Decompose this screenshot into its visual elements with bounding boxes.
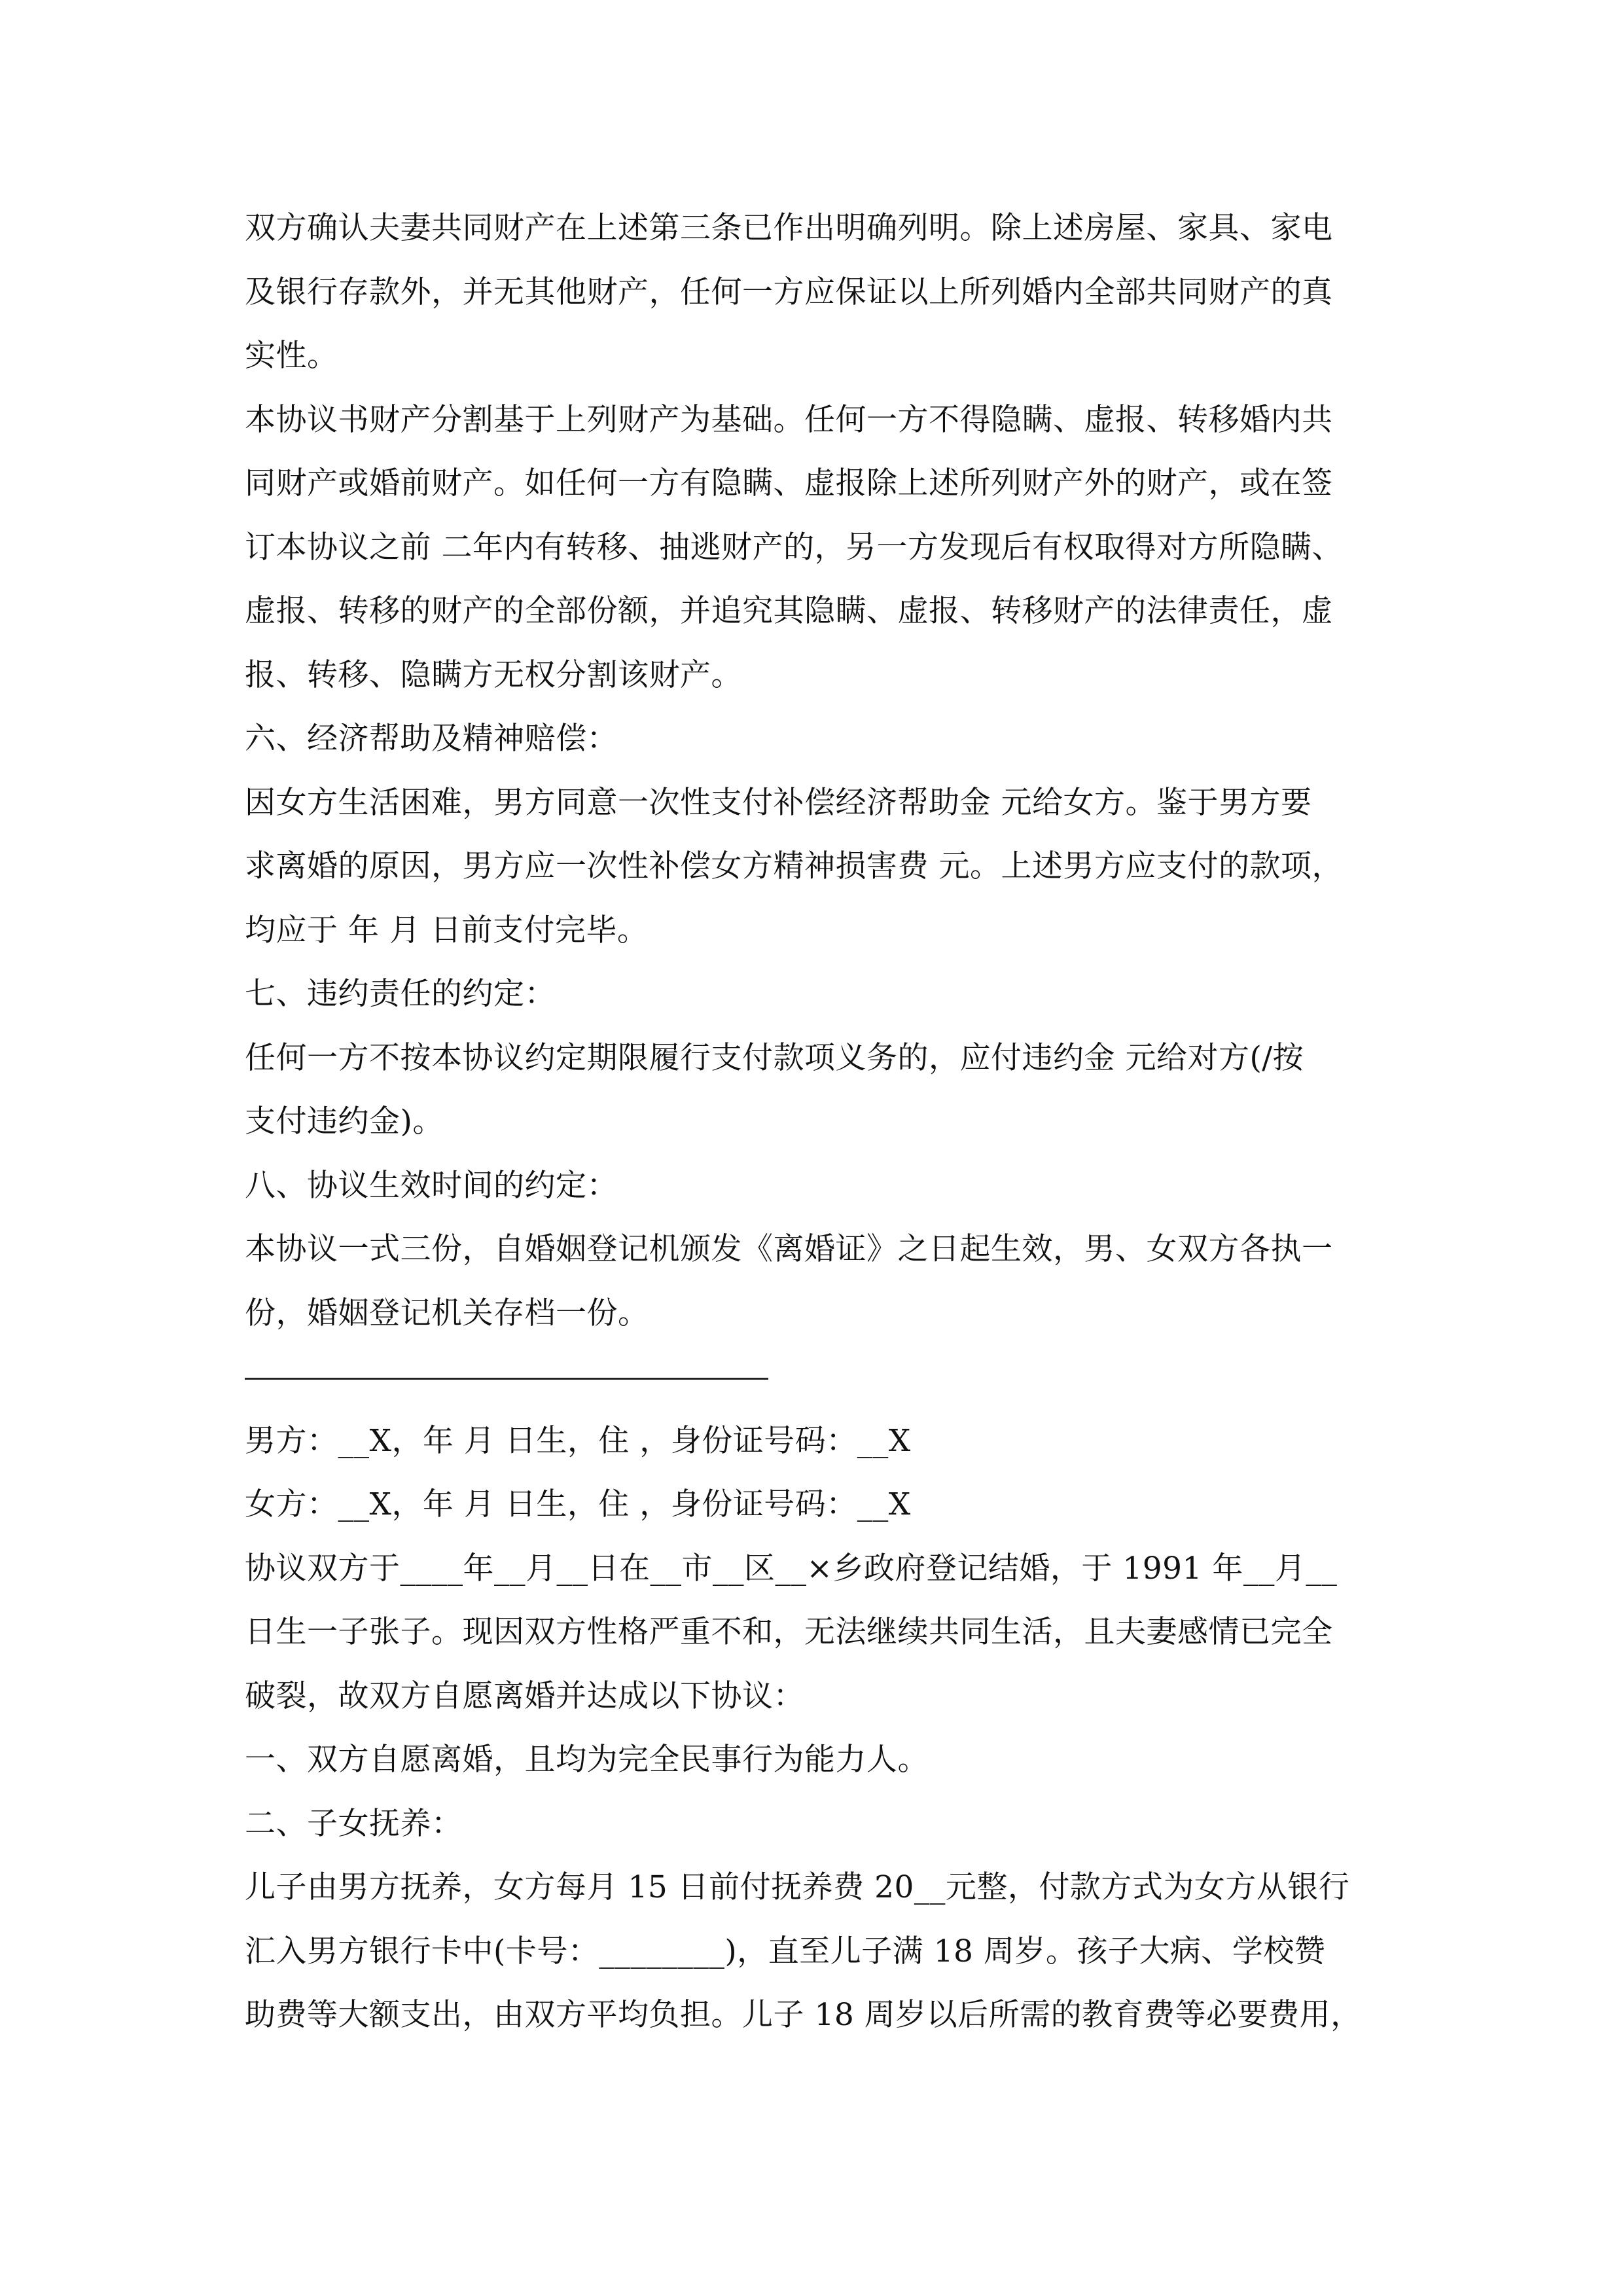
text-line: 求离婚的原因，男方应一次性补偿女方精神损害费 元。上述男方应支付的款项， xyxy=(245,848,1343,884)
text-line: 日生一子张子。现因双方性格严重不和，无法继续共同生活，且夫妻感情已完全 xyxy=(245,1614,1333,1650)
section-heading-eight: 八、协议生效时间的约定： xyxy=(245,1167,618,1204)
section-heading-seven: 七、违约责任的约定： xyxy=(245,976,556,1012)
text-line: 任何一方不按本协议约定期限履行支付款项义务的，应付违约金 元给对方(/按 xyxy=(245,1039,1304,1076)
separator-line xyxy=(245,1378,768,1380)
text-line: 支付违约金)。 xyxy=(245,1103,444,1139)
document-body xyxy=(245,196,1377,2047)
text-line: 同财产或婚前财产。如任何一方有隐瞒、虚报除上述所列财产外的财产，或在签 xyxy=(245,465,1333,501)
female-party-line: 女方：__X，年 月 日生，住 ，身份证号码：__X xyxy=(245,1486,911,1522)
section-heading-one: 一、双方自愿离婚，且均为完全民事行为能力人。 xyxy=(245,1742,929,1778)
section-heading-two: 二、子女抚养： xyxy=(245,1805,463,1842)
text-line: 报、转移、隐瞒方无权分割该财产。 xyxy=(245,656,742,693)
text-line: 破裂，故双方自愿离婚并达成以下协议： xyxy=(245,1677,804,1714)
text-line: 儿子由男方抚养，女方每月 15 日前付抚养费 20__元整，付款方式为女方从银行 xyxy=(245,1869,1350,1905)
separator-rule xyxy=(245,1345,1377,1409)
text-line: 订本协议之前 二年内有转移、抽逃财产的，另一方发现后有权取得对方所隐瞒、 xyxy=(245,529,1343,565)
text-line: 双方确认夫妻共同财产在上述第三条已作出明确列明。除上述房屋、家具、家电 xyxy=(245,210,1333,246)
text-line: 汇入男方银行卡中(卡号：________)，直至儿子满 18 周岁。孩子大病、学校赞 xyxy=(245,1933,1326,1969)
text-line: 及银行存款外，并无其他财产，任何一方应保证以上所列婚内全部共同财产的真 xyxy=(245,274,1333,310)
section-heading-six: 六、经济帮助及精神赔偿： xyxy=(245,721,618,757)
text-line: 虚报、转移的财产的全部份额，并追究其隐瞒、虚报、转移财产的法律责任，虚 xyxy=(245,593,1333,629)
text-line: 助费等大额支出，由双方平均负担。儿子 18 周岁以后所需的教育费等必要费用， xyxy=(245,1997,1362,2033)
text-line: 协议双方于____年__月__日在__市__区__×乡政府登记结婚，于 1991 年__月__ xyxy=(245,1550,1338,1587)
male-party-line: 男方：__X，年 月 日生，住 ，身份证号码：__X xyxy=(245,1422,911,1459)
text-line: 本协议一式三份，自婚姻登记机颁发《离婚证》之日起生效，男、女双方各执一 xyxy=(245,1231,1333,1267)
text-line: 本协议书财产分割基于上列财产为基础。任何一方不得隐瞒、虚报、转移婚内共 xyxy=(245,401,1333,438)
text-line: 因女方生活困难，男方同意一次性支付补偿经济帮助金 元给女方。鉴于男方要 xyxy=(245,784,1312,821)
text-line: 份，婚姻登记机关存档一份。 xyxy=(245,1295,649,1331)
text-line: 实性。 xyxy=(245,338,338,374)
text-line: 均应于 年 月 日前支付完毕。 xyxy=(245,912,649,948)
